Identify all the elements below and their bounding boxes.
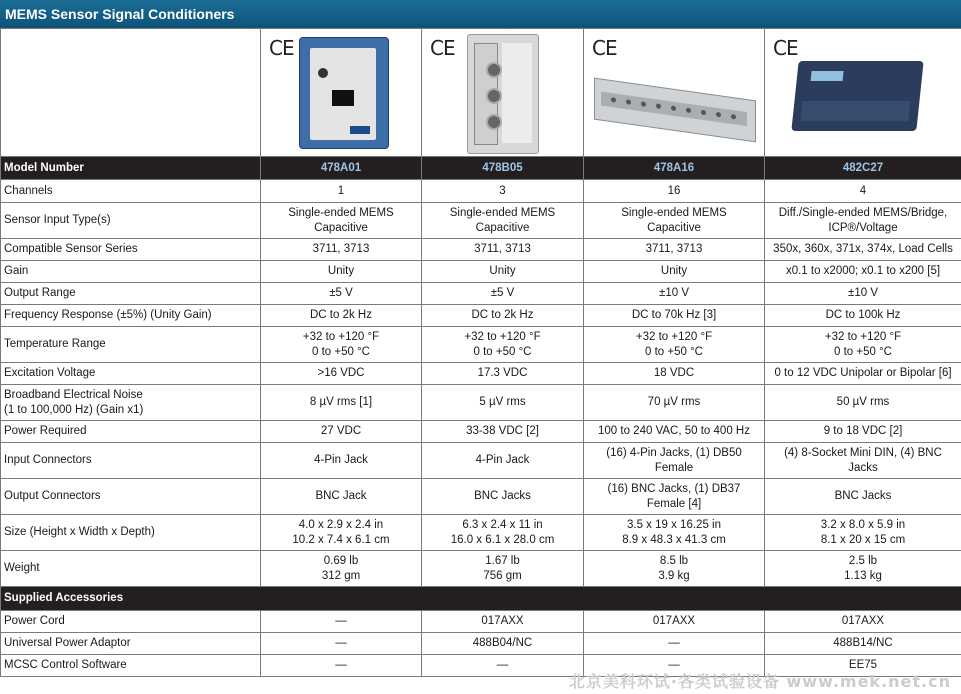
model-number: 478A01 [261, 157, 422, 180]
row-value: Unity [422, 261, 584, 283]
row-value: EE75 [765, 655, 961, 677]
row-value: +32 to +120 °F 0 to +50 °C [422, 327, 584, 363]
row-value: 6.3 x 2.4 x 11 in 16.0 x 6.1 x 28.0 cm [422, 515, 584, 551]
row-value: — [422, 655, 584, 677]
table-row [1, 363, 961, 385]
row-value: — [584, 655, 765, 677]
row-value: ±10 V [584, 283, 765, 305]
watermark: 北京美科环试·各类试验设备 www.mek.net.cn [568, 672, 951, 691]
row-value: — [261, 655, 422, 677]
row-label: Size (Height x Width x Depth) [1, 515, 261, 551]
model-number: 482C27 [765, 157, 961, 180]
model-number-label: Model Number [1, 157, 261, 180]
row-value: 3.5 x 19 x 16.25 in 8.9 x 48.3 x 41.3 cm [584, 515, 765, 551]
model-number: 478A16 [584, 157, 765, 180]
row-label: Weight [1, 551, 261, 587]
table-row [1, 551, 961, 587]
row-value: 9 to 18 VDC [2] [765, 421, 961, 443]
row-value: 4-Pin Jack [422, 443, 584, 479]
row-label: Sensor Input Type(s) [1, 203, 261, 239]
table-row [1, 239, 961, 261]
row-value: Single-ended MEMS Capacitive [584, 203, 765, 239]
table-row [1, 261, 961, 283]
row-value: 3711, 3713 [261, 239, 422, 261]
row-value: 8 µV rms [1] [261, 385, 422, 421]
row-value: 33-38 VDC [2] [422, 421, 584, 443]
row-value: 3.2 x 8.0 x 5.9 in 8.1 x 20 x 15 cm [765, 515, 961, 551]
row-value: x0.1 to x2000; x0.1 to x200 [5] [765, 261, 961, 283]
row-value: (16) BNC Jacks, (1) DB37 Female [4] [584, 479, 765, 515]
row-value: Single-ended MEMS Capacitive [422, 203, 584, 239]
row-label: Output Range [1, 283, 261, 305]
row-label: Power Required [1, 421, 261, 443]
row-value: BNC Jack [261, 479, 422, 515]
table-row [1, 305, 961, 327]
accessory-rows [1, 611, 961, 677]
ce-mark-icon: CE [773, 36, 798, 60]
row-value: 1 [261, 180, 422, 203]
table-row [1, 515, 961, 551]
row-value: BNC Jacks [422, 479, 584, 515]
row-value: DC to 2k Hz [261, 305, 422, 327]
row-value: 18 VDC [584, 363, 765, 385]
table-row [1, 385, 961, 421]
product-image-cell [422, 29, 584, 157]
row-label: Output Connectors [1, 479, 261, 515]
row-value: DC to 2k Hz [422, 305, 584, 327]
row-value: Diff./Single-ended MEMS/Bridge, ICP®/Voltage [765, 203, 961, 239]
table-row [1, 203, 961, 239]
row-label: MCSC Control Software [1, 655, 261, 677]
row-value: 017AXX [584, 611, 765, 633]
ce-mark-icon: CE [592, 36, 617, 60]
row-value: 27 VDC [261, 421, 422, 443]
row-value: 350x, 360x, 371x, 374x, Load Cells [765, 239, 961, 261]
row-value: ±10 V [765, 283, 961, 305]
row-value: 1.67 lb 756 gm [422, 551, 584, 587]
row-value: 70 µV rms [584, 385, 765, 421]
row-label: Compatible Sensor Series [1, 239, 261, 261]
model-number-row [1, 157, 961, 180]
row-label: Broadband Electrical Noise (1 to 100,000 Hz) (Gain x1) [1, 385, 261, 421]
row-value: DC to 100k Hz [765, 305, 961, 327]
row-value: DC to 70k Hz [3] [584, 305, 765, 327]
row-label: Frequency Response (±5%) (Unity Gain) [1, 305, 261, 327]
page-title: MEMS Sensor Signal Conditioners [0, 0, 961, 28]
row-label: Power Cord [1, 611, 261, 633]
row-value: 3 [422, 180, 584, 203]
spec-table [0, 28, 961, 677]
row-value: 50 µV rms [765, 385, 961, 421]
table-row [1, 611, 961, 633]
row-value: 5 µV rms [422, 385, 584, 421]
row-value: 488B04/NC [422, 633, 584, 655]
product-image-row [1, 29, 961, 157]
row-value: 017AXX [422, 611, 584, 633]
row-value: ±5 V [422, 283, 584, 305]
row-label: Universal Power Adaptor [1, 633, 261, 655]
table-row [1, 421, 961, 443]
product-photo-478b05 [467, 34, 539, 154]
table-row [1, 180, 961, 203]
row-value: 4.0 x 2.9 x 2.4 in 10.2 x 7.4 x 6.1 cm [261, 515, 422, 551]
row-value: 100 to 240 VAC, 50 to 400 Hz [584, 421, 765, 443]
row-value: ±5 V [261, 283, 422, 305]
row-value: 16 [584, 180, 765, 203]
product-image-cell [584, 29, 765, 157]
product-photo-482c27 [791, 61, 923, 131]
table-row [1, 633, 961, 655]
product-photo-478a01 [299, 37, 389, 149]
row-value: Unity [261, 261, 422, 283]
row-value: BNC Jacks [765, 479, 961, 515]
row-value: +32 to +120 °F 0 to +50 °C [765, 327, 961, 363]
row-label: Excitation Voltage [1, 363, 261, 385]
ce-mark-icon: CE [430, 36, 455, 60]
row-value: 2.5 lb 1.13 kg [765, 551, 961, 587]
accessories-section-row [1, 587, 961, 611]
table-row [1, 479, 961, 515]
row-value: >16 VDC [261, 363, 422, 385]
row-value: 488B14/NC [765, 633, 961, 655]
table-row [1, 283, 961, 305]
row-value: 8.5 lb 3.9 kg [584, 551, 765, 587]
row-value: 017AXX [765, 611, 961, 633]
row-value: 0.69 lb 312 gm [261, 551, 422, 587]
model-number: 478B05 [422, 157, 584, 180]
table-row [1, 327, 961, 363]
row-value: +32 to +120 °F 0 to +50 °C [261, 327, 422, 363]
product-image-cell [261, 29, 422, 157]
spec-rows [1, 180, 961, 587]
product-photo-478a16 [594, 78, 756, 143]
section-heading: Supplied Accessories [1, 587, 961, 611]
row-value: Unity [584, 261, 765, 283]
row-value: 3711, 3713 [584, 239, 765, 261]
row-value: (16) 4-Pin Jacks, (1) DB50 Female [584, 443, 765, 479]
row-value: — [261, 633, 422, 655]
ce-mark-icon: CE [269, 36, 294, 60]
row-value: Single-ended MEMS Capacitive [261, 203, 422, 239]
row-value: (4) 8-Socket Mini DIN, (4) BNC Jacks [765, 443, 961, 479]
row-value: +32 to +120 °F 0 to +50 °C [584, 327, 765, 363]
row-label: Channels [1, 180, 261, 203]
row-label: Input Connectors [1, 443, 261, 479]
empty-corner-cell [1, 29, 261, 157]
row-value: — [584, 633, 765, 655]
table-row [1, 443, 961, 479]
row-value: 3711, 3713 [422, 239, 584, 261]
row-value: 4-Pin Jack [261, 443, 422, 479]
product-image-cell [765, 29, 961, 157]
row-value: — [261, 611, 422, 633]
row-value: 17.3 VDC [422, 363, 584, 385]
row-label: Temperature Range [1, 327, 261, 363]
row-label: Gain [1, 261, 261, 283]
row-value: 4 [765, 180, 961, 203]
row-value: 0 to 12 VDC Unipolar or Bipolar [6] [765, 363, 961, 385]
